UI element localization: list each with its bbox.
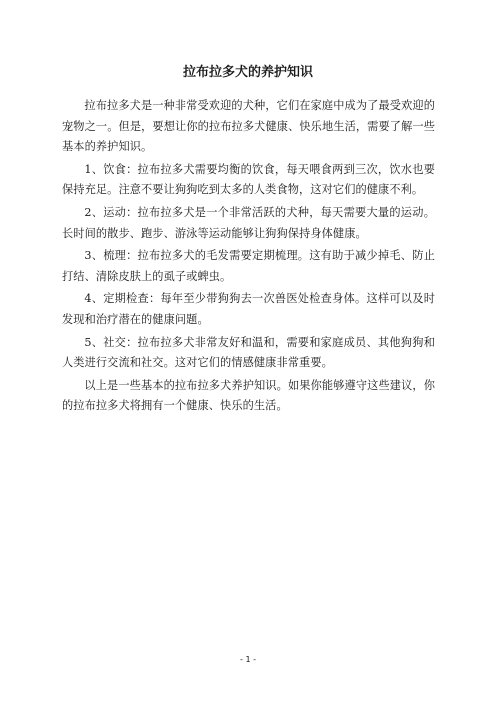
document-title: 拉布拉多犬的养护知识	[182, 65, 313, 80]
paragraph-conclusion: 以上是一些基本的拉布拉多犬养护知识。如果你能够遵守这些建议，你的拉布拉多犬将拥有一个健康、快乐的生活。	[62, 378, 435, 413]
document-body	[62, 96, 435, 419]
paragraph-grooming: 3、梳理：拉布拉多犬的毛发需要定期梳理。这有助于减少掉毛、防止打结、清除皮肤上的虱子或蜱虫。	[62, 249, 435, 283]
paragraph-exercise: 2、运动：拉布拉多犬是一个非常活跃的犬种，每天需要大量的运动。长时间的散步、跑步、游泳等运动能够让狗狗保持身体健康。	[62, 205, 435, 240]
paragraph-diet: 1、饮食：拉布拉多犬需要均衡的饮食，每天喂食两到三次，饮水也要保持充足。注意不要让狗狗吃到太多的人类食物，这对它们的健康不利。	[62, 162, 435, 197]
paragraph-intro: 拉布拉多犬是一种非常受欢迎的犬种，它们在家庭中成为了最受欢迎的宠物之一。但是，要想让你的拉布拉多犬健康、快乐地生活，需要了解一些基本的养护知识。	[62, 99, 435, 154]
page-number: - 1 -	[240, 655, 256, 664]
paragraph-checkup: 4、定期检查：每年至少带狗狗去一次兽医处检查身体。这样可以及时发现和治疗潜在的健康问题。	[62, 292, 435, 326]
paragraph-social: 5、社交：拉布拉多犬非常友好和温和，需要和家庭成员、其他狗狗和人类进行交流和社交。这对它们的情感健康非常重要。	[62, 335, 435, 370]
